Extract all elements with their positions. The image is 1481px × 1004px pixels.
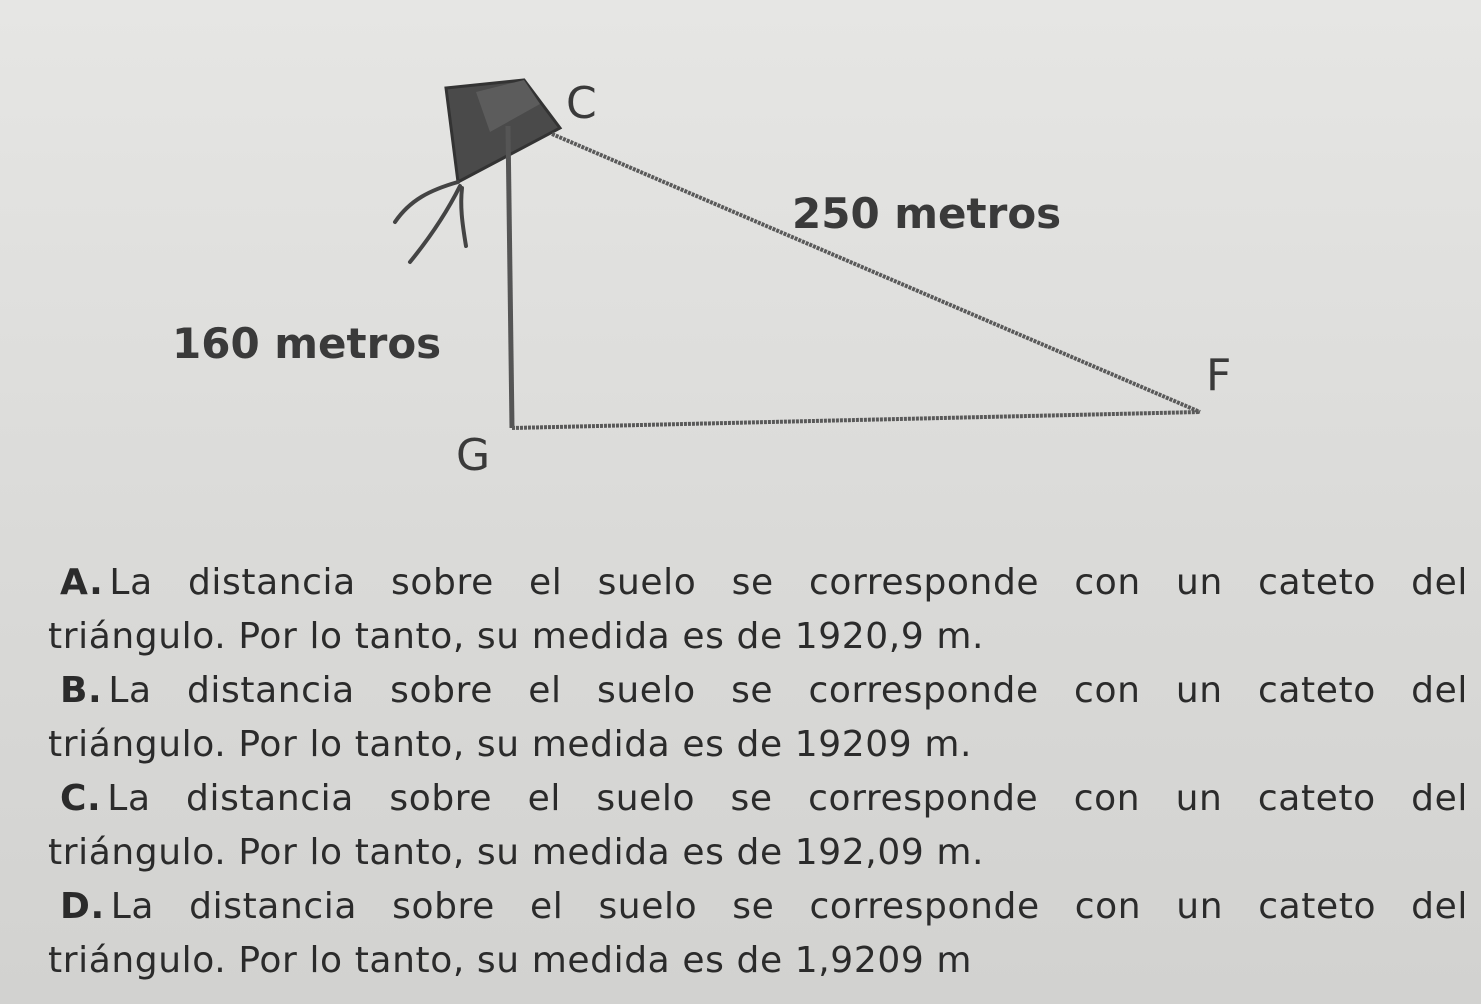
hypotenuse-length-label: 250 metros — [792, 189, 1062, 238]
vertical-side-length-label: 160 metros — [172, 319, 442, 368]
option-line-1: La distancia sobre el suelo se corresponde con un cateto del — [107, 778, 1468, 819]
option-a[interactable] — [48, 556, 1468, 664]
option-line-1: La distancia sobre el suelo se corresponde con un cateto del — [109, 562, 1468, 603]
option-line-2: triángulo. Por lo tanto, su medida es de 19209 m. — [48, 724, 973, 765]
option-line-2: triángulo. Por lo tanto, su medida es de 1,9209 m — [48, 940, 973, 981]
option-letter: A. — [60, 562, 104, 603]
side-cf-line — [552, 134, 1200, 412]
option-letter: C. — [60, 778, 102, 819]
answer-options — [48, 556, 1468, 988]
option-line-1: La distancia sobre el suelo se corresponde con un cateto del — [110, 886, 1468, 927]
option-c[interactable] — [48, 772, 1468, 880]
option-line-2: triángulo. Por lo tanto, su medida es de 1920,9 m. — [48, 616, 985, 657]
vertex-c-label: C — [566, 78, 597, 129]
option-letter: D. — [60, 886, 105, 927]
kite-icon — [395, 80, 560, 262]
side-gf-line — [512, 412, 1200, 428]
option-d[interactable] — [48, 880, 1468, 988]
option-letter: B. — [60, 670, 103, 711]
option-line-2: triángulo. Por lo tanto, su medida es de 192,09 m. — [48, 832, 985, 873]
vertex-f-label: F — [1206, 350, 1232, 401]
option-b[interactable] — [48, 664, 1468, 772]
vertex-g-label: G — [456, 430, 491, 481]
side-cg-line — [508, 126, 512, 428]
option-line-1: La distancia sobre el suelo se corresponde con un cateto del — [108, 670, 1468, 711]
